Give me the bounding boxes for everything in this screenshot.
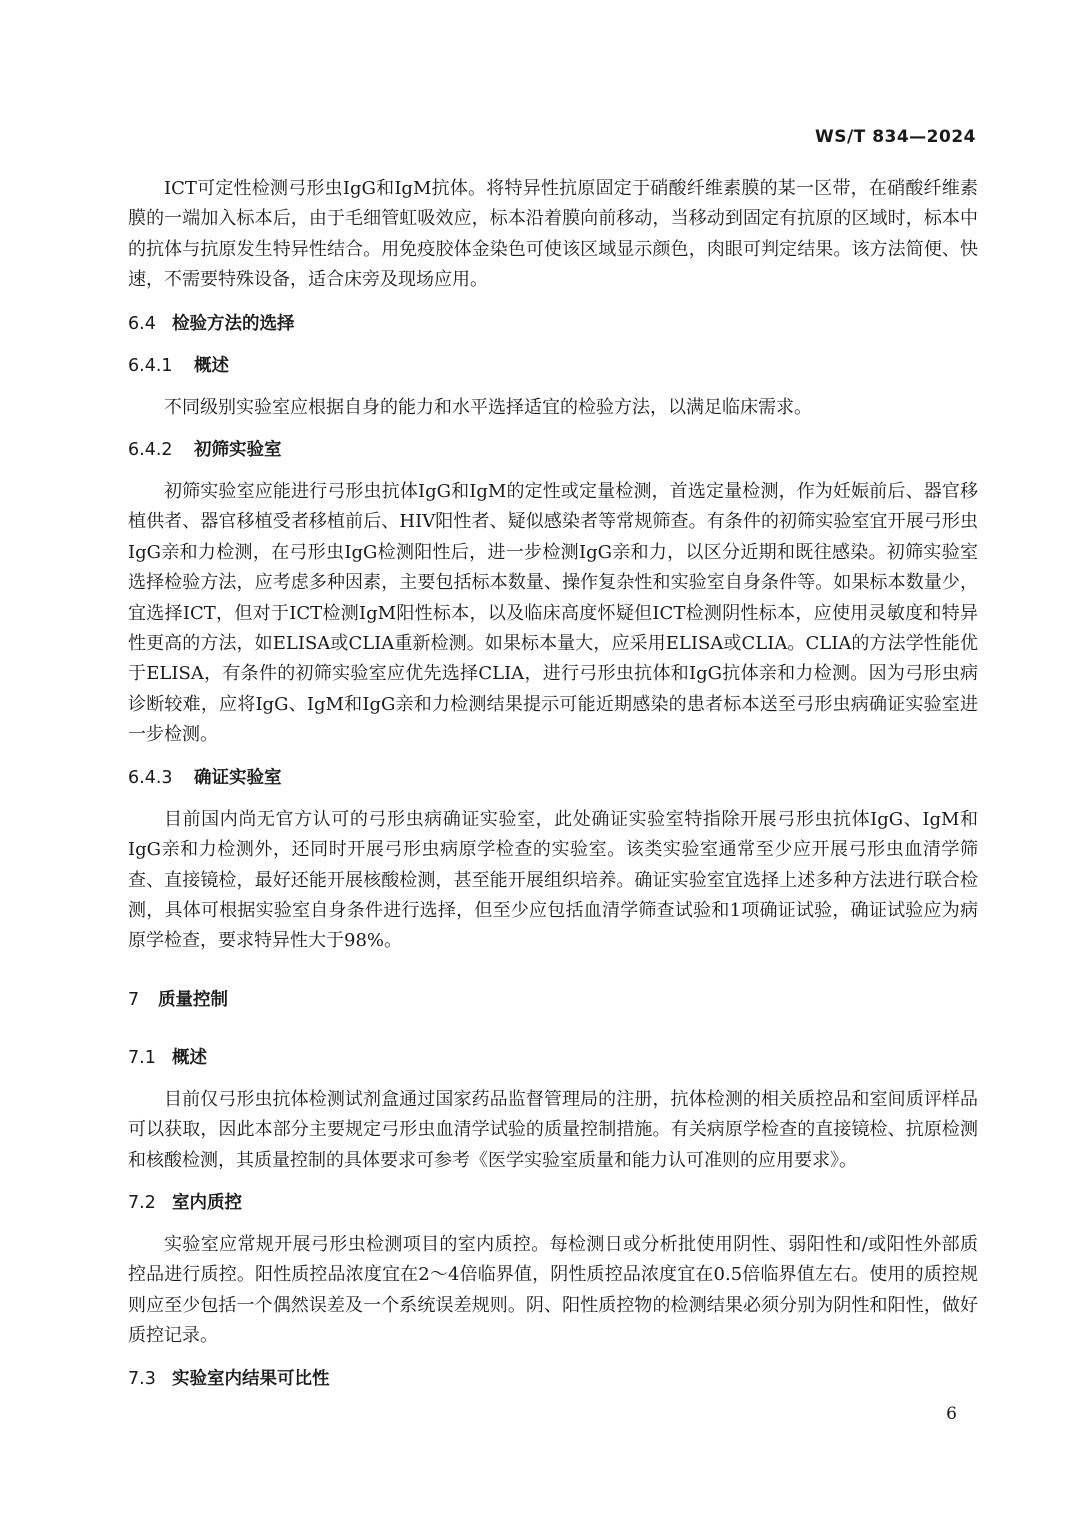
heading-6-4-3 — [128, 763, 978, 793]
heading-7-2 — [128, 1188, 978, 1218]
heading-number: 6.4.1 — [128, 355, 173, 376]
paragraph-6-4-3: 目前国内尚无官方认可的弓形虫病确证实验室，此处确证实验室特指除开展弓形虫抗体IgG、IgM和IgG亲和力检测外，还同时开展弓形虫病原学检查的实验室。该类实验室通常至少应开展弓形虫血清学筛查、直接镜检，最好还能开展核酸检测，甚至能开展组织培养。确证实验室宜选择上述多种方法进行联合检测，具体可根据实验室自身条件进行选择，但至少应包括血清学筛查试验和1项确证试验，确证试验应为病原学检查，要求特异性大于98%。 — [128, 808, 978, 952]
heading-6-4-2 — [128, 435, 978, 465]
paragraph-6-4-1: 不同级别实验室应根据自身的能力和水平选择适宜的检验方法，以满足临床需求。 — [164, 396, 812, 418]
paragraph-ict: ICT可定性检测弓形虫IgG和IgM抗体。将特异性抗原固定于硝酸纤维素膜的某一区带，在硝酸纤维素膜的一端加入标本后，由于毛细管虹吸效应，标本沿着膜向前移动，当移动到固定有抗原的区域时，标本中的抗体与抗原发生特异性结合。用免疫胶体金染色可使该区域显示颜色，肉眼可判定结果。该方法简便、快速，不需要特殊设备，适合床旁及现场应用。 — [128, 178, 978, 291]
page-number: 6 — [946, 1404, 957, 1424]
heading-6-4-1 — [128, 351, 978, 381]
heading-7 — [128, 985, 978, 1015]
heading-7-1 — [128, 1043, 978, 1073]
heading-number: 7.1 — [128, 1047, 156, 1068]
heading-number: 6.4.2 — [128, 440, 173, 461]
heading-title: 质量控制 — [158, 989, 228, 1010]
heading-6-4 — [128, 309, 978, 339]
heading-title: 检验方法的选择 — [172, 313, 295, 334]
heading-number: 6.4 — [128, 313, 156, 334]
heading-title: 实验室内结果可比性 — [172, 1368, 330, 1389]
heading-number: 6.4.3 — [128, 767, 173, 788]
heading-number: 7.3 — [128, 1368, 156, 1389]
document-body — [128, 174, 978, 1394]
heading-title: 室内质控 — [172, 1192, 242, 1213]
paragraph-6-4-2: 初筛实验室应能进行弓形虫抗体IgG和IgM的定性或定量检测，首选定量检测，作为妊娠前后、器官移植供者、器官移植受者移植前后、HIV阳性者、疑似感染者等常规筛查。有条件的初筛实验室宜开展弓形虫IgG亲和力检测，在弓形虫IgG检测阳性后，进一步检测IgG亲和力，以区分近期和既往感染。初筛实验室选择检验方法，应考虑多种因素，主要包括标本数量、操作复杂性和实验室自身条件等。如果标本数量少，宜选择ICT，但对于ICT检测IgM阳性标本，以及临床高度怀疑但ICT检测阴性标本，应使用灵敏度和特异性更高的方法，如ELISA或CLIA重新检测。如果标本量大，应采用ELISA或CLIA。CLIA的方法学性能优于ELISA，有条件的初筛实验室应优先选择CLIA，进行弓形虫抗体和IgG抗体亲和力检测。因为弓形虫病诊断较难，应将IgG、IgM和IgG亲和力检测结果提示可能近期感染的患者标本送至弓形虫病确证实验室进一步检测。 — [128, 481, 978, 746]
paragraph-7-2: 实验室应常规开展弓形虫检测项目的室内质控。每检测日或分析批使用阴性、弱阳性和/或阳性外部质控品进行质控。阳性质控品浓度宜在2～4倍临界值，阴性质控品浓度宜在0.5倍临界值左右。使用的质控规则应至少包括一个偶然误差及一个系统误差规则。阴、阳性质控物的检测结果必须分别为阴性和阳性，做好质控记录。 — [128, 1233, 978, 1347]
standard-code: WS/T 834—2024 — [814, 127, 976, 147]
heading-title: 初筛实验室 — [194, 440, 282, 461]
heading-title: 概述 — [194, 355, 229, 376]
heading-number: 7 — [128, 989, 140, 1010]
heading-title: 概述 — [172, 1047, 207, 1068]
heading-7-3 — [128, 1364, 978, 1394]
heading-title: 确证实验室 — [194, 767, 282, 788]
heading-number: 7.2 — [128, 1192, 156, 1213]
paragraph-7-1: 目前仅弓形虫抗体检测试剂盒通过国家药品监督管理局的注册，抗体检测的相关质控品和室间质评样品可以获取，因此本部分主要规定弓形虫血清学试验的质量控制措施。有关病原学检查的直接镜检、抗原检测和核酸检测，其质量控制的具体要求可参考《医学实验室质量和能力认可准则的应用要求》。 — [128, 1088, 978, 1171]
